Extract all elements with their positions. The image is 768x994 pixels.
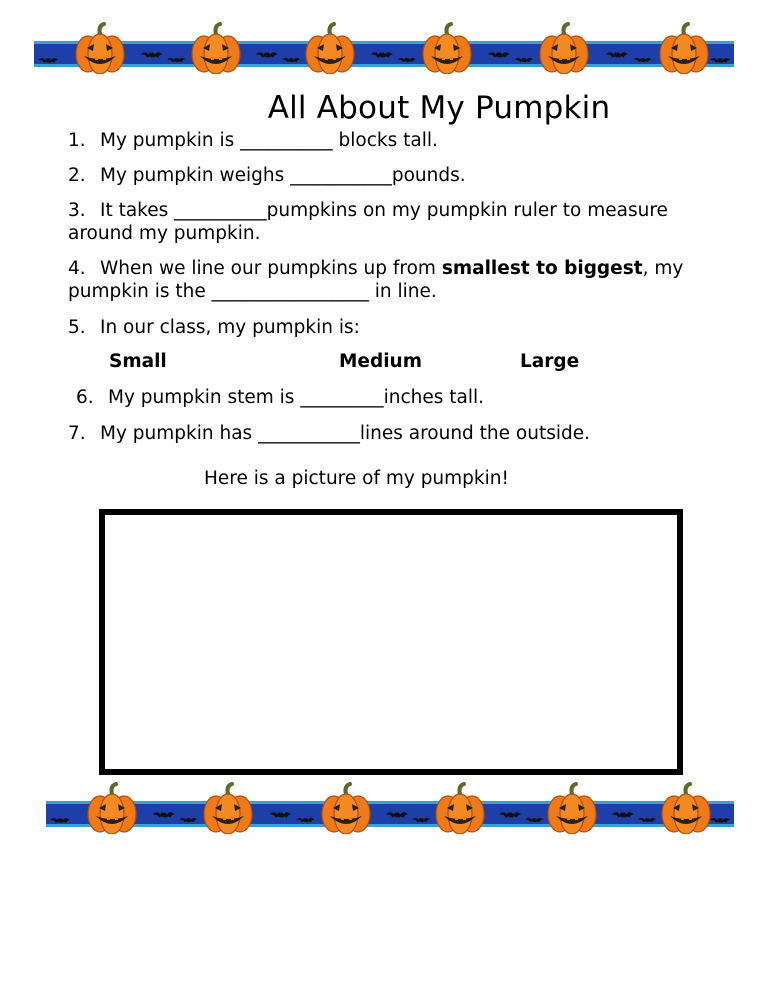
question-text: blocks tall.	[332, 130, 438, 151]
page-title: All About My Pumpkin	[267, 90, 611, 126]
jack-o-lantern-icon	[548, 784, 596, 834]
question-text: pumpkins on my pumpkin ruler to measure around my pumpkin.	[68, 200, 668, 244]
question-text: When we line our pumpkins up from	[100, 258, 442, 279]
jack-o-lantern-icon	[306, 24, 354, 74]
answer-blank: _________________	[211, 281, 369, 302]
size-option-medium: Medium	[339, 351, 422, 372]
picture-caption: Here is a picture of my pumpkin!	[204, 468, 509, 489]
question-number: 4.	[68, 258, 86, 279]
question-text: My pumpkin has	[100, 423, 259, 444]
size-option-small: Small	[109, 351, 167, 372]
jack-o-lantern-icon	[192, 24, 240, 74]
answer-blank: ___________	[290, 165, 392, 186]
jack-o-lantern-icon	[322, 784, 370, 834]
jack-o-lantern-icon	[660, 24, 708, 74]
question-number: 5.	[68, 317, 86, 338]
question-number: 7.	[68, 423, 86, 444]
bottom-border-banner	[46, 782, 734, 834]
jack-o-lantern-icon	[76, 24, 124, 74]
question-text: It takes	[100, 200, 175, 221]
answer-blank: __________	[174, 200, 267, 221]
question-emphasis: smallest to biggest	[441, 258, 643, 279]
question-text: In our class, my pumpkin is:	[100, 317, 360, 338]
top-border-banner	[34, 22, 734, 74]
question-7	[68, 422, 590, 445]
question-1	[68, 129, 438, 152]
jack-o-lantern-icon	[662, 784, 710, 834]
question-text: My pumpkin stem is	[108, 387, 301, 408]
question-6	[76, 386, 484, 409]
question-text: pounds.	[391, 165, 466, 186]
question-text: My pumpkin is	[100, 130, 241, 151]
jack-o-lantern-icon	[540, 24, 588, 74]
question-5	[68, 316, 360, 339]
question-3	[68, 199, 668, 245]
question-text: lines around the outside.	[359, 423, 590, 444]
jack-o-lantern-icon	[88, 784, 136, 834]
size-option-large: Large	[520, 351, 580, 372]
jack-o-lantern-icon	[204, 784, 252, 834]
question-4	[68, 257, 738, 303]
question-number: 1.	[68, 130, 86, 151]
question-text: in line.	[368, 281, 437, 302]
question-number: 2.	[68, 165, 86, 186]
answer-blank: __________	[240, 130, 333, 151]
answer-blank: _________	[300, 387, 384, 408]
answer-blank: ___________	[258, 423, 360, 444]
question-text: My pumpkin weighs	[100, 165, 291, 186]
question-number: 6.	[76, 387, 94, 408]
drawing-box[interactable]	[99, 509, 683, 775]
jack-o-lantern-icon	[436, 784, 484, 834]
question-text: inches tall.	[383, 387, 484, 408]
question-text: , my pumpkin is the	[68, 258, 684, 302]
question-2	[68, 164, 466, 187]
jack-o-lantern-icon	[423, 24, 471, 74]
question-number: 3.	[68, 200, 86, 221]
